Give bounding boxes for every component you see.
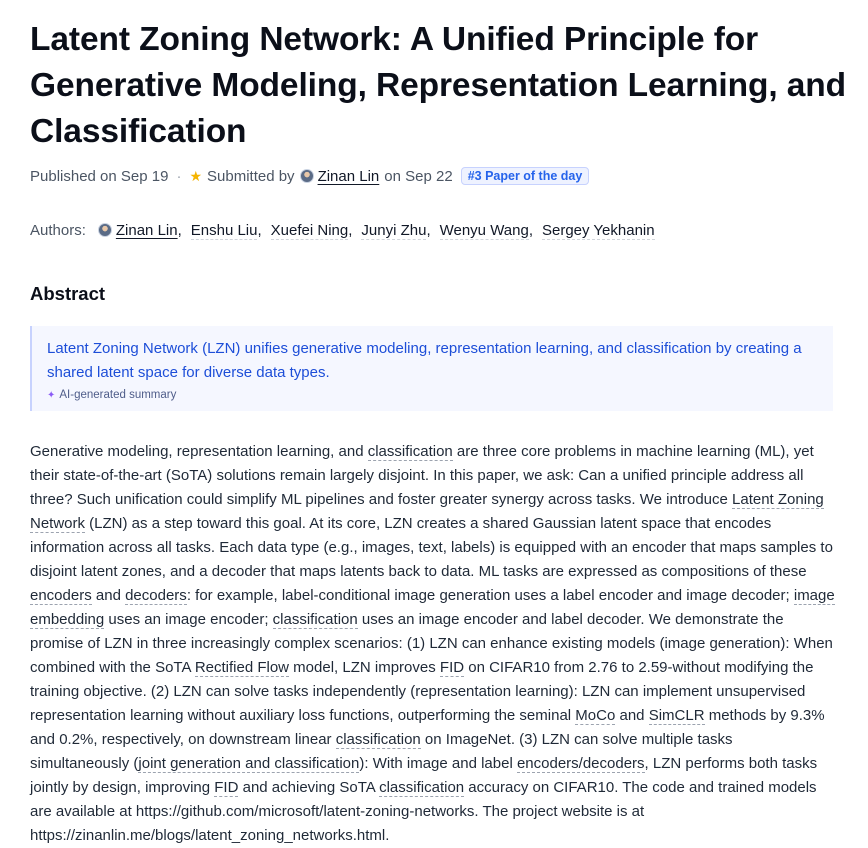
glossary-term[interactable]: decoders — [125, 587, 187, 604]
glossary-term[interactable]: classification — [379, 779, 465, 796]
glossary-term[interactable]: classification — [272, 611, 358, 628]
glossary-term[interactable]: encoders — [30, 587, 92, 604]
abstract-segment: methods by 9.3% and 0.2%, respectively, on downstream linear — [30, 707, 825, 748]
paper-meta — [30, 165, 868, 187]
author-name[interactable]: Wenyu Wang — [439, 221, 529, 239]
glossary-term[interactable]: FID — [439, 659, 465, 676]
abstract-segment: : for example, label-conditional image generation uses a label encoder and image decoder; — [186, 587, 794, 604]
glossary-term[interactable]: image embedding — [30, 587, 835, 628]
abstract-segment: on CIFAR10 from 2.76 to 2.59-without modifying the training objective. (2) LZN can solve tasks independently (representation learning): LZN can implement unsupervised representation learning without auxiliary loss functions, outperforming the seminal — [30, 659, 814, 724]
glossary-term[interactable]: classification — [367, 443, 453, 460]
author-name[interactable]: Enshu Liu — [190, 221, 258, 239]
submitted-date: on Sep 22 — [384, 167, 453, 185]
glossary-term[interactable]: FID — [214, 779, 239, 796]
paper-title: Latent Zoning Network: A Unified Principle for Generative Modeling, Representation Learning, and Classification — [30, 21, 846, 150]
glossary-term[interactable]: SimCLR — [648, 707, 705, 724]
ai-summary-tag — [47, 389, 819, 401]
abstract-segment: and — [615, 707, 649, 724]
glossary-term[interactable]: classification — [335, 731, 421, 748]
glossary-term[interactable]: Latent Zoning Network — [30, 491, 824, 532]
abstract-segment: on ImageNet. (3) LZN can solve multiple tasks simultaneously ( — [30, 731, 733, 772]
glossary-term[interactable]: joint generation and classification — [138, 755, 360, 772]
glossary-term[interactable]: Rectified Flow — [194, 659, 290, 676]
author-item[interactable]: Enshu Liu, — [190, 221, 262, 239]
abstract-segment: accuracy on CIFAR10. The code and trained models are available at https://github.com/microsoft/latent-zoning-networks. The project website is at https://zinanlin.me/blogs/latent_zoning_networks.html. — [30, 779, 817, 844]
author-name[interactable]: Xuefei Ning — [270, 221, 349, 239]
ai-summary-box — [30, 326, 833, 411]
author-name[interactable]: Sergey Yekhanin — [542, 221, 655, 239]
author-name[interactable]: Zinan Lin — [115, 221, 178, 239]
submitted-prefix: Submitted by — [207, 167, 295, 185]
author-item[interactable] — [542, 222, 655, 239]
ai-summary-text: Latent Zoning Network (LZN) unifies generative modeling, representation learning, and classification by creating a shared latent space for diverse data types. — [47, 340, 802, 381]
authors-label: Authors: — [30, 221, 86, 239]
ai-summary-label: AI-generated summary — [59, 389, 177, 401]
sparkle-icon: ✦ — [47, 389, 56, 401]
author-item[interactable]: Wenyu Wang, — [439, 221, 533, 239]
paper-of-day-badge[interactable]: #3 Paper of the day — [461, 167, 590, 185]
abstract-segment: uses an image encoder; — [104, 611, 273, 628]
abstract-segment: and achieving SoTA — [238, 779, 380, 796]
abstract-segment: Generative modeling, representation learning, and — [30, 443, 368, 460]
author-item[interactable]: Xuefei Ning, — [270, 221, 353, 239]
glossary-term[interactable]: MoCo — [575, 707, 616, 724]
author-name[interactable]: Junyi Zhu — [361, 221, 427, 239]
meta-separator: · — [176, 167, 182, 185]
author-item[interactable]: Zinan Lin, — [98, 222, 182, 239]
author-avatar — [98, 223, 112, 237]
abstract-text — [30, 440, 835, 848]
abstract-segment: are three core problems in machine learning (ML), yet their state-of-the-art (SoTA) solutions remain largely disjoint. In this paper, we ask: Can a unified principle address all three? Such unification could simplify ML pipelines and foster greater synergy across tasks. We introduce — [30, 443, 814, 508]
submitter-link[interactable]: Zinan Lin — [317, 167, 380, 185]
star-icon: ★ — [189, 167, 203, 184]
abstract-segment: model, LZN improves — [289, 659, 440, 676]
abstract-segment: , LZN performs both tasks jointly by design, improving — [30, 755, 818, 796]
submitter-avatar — [300, 169, 314, 183]
authors-row — [30, 219, 868, 241]
glossary-term[interactable]: encoders/decoders — [516, 755, 645, 772]
author-item[interactable]: Junyi Zhu, — [361, 221, 431, 239]
abstract-segment: and — [91, 587, 126, 604]
abstract-segment: uses an image encoder and label decoder. We demonstrate the promise of LZN in three increasingly complex scenarios: (1) LZN can enhance existing models (image generation): When combined with the SoTA — [30, 611, 833, 676]
published-date: Published on Sep 19 — [30, 167, 169, 185]
abstract-heading: Abstract — [30, 283, 106, 304]
abstract-segment: ): With image and label — [359, 755, 517, 772]
abstract-segment: (LZN) as a step toward this goal. At its core, LZN creates a shared Gaussian latent space that encodes information across all tasks. Each data type (e.g., images, text, labels) is equipped with an encoder that maps samples to disjoint latent zones, and a decoder that maps latents back to data. ML tasks are expressed as compositions of these — [30, 515, 833, 580]
